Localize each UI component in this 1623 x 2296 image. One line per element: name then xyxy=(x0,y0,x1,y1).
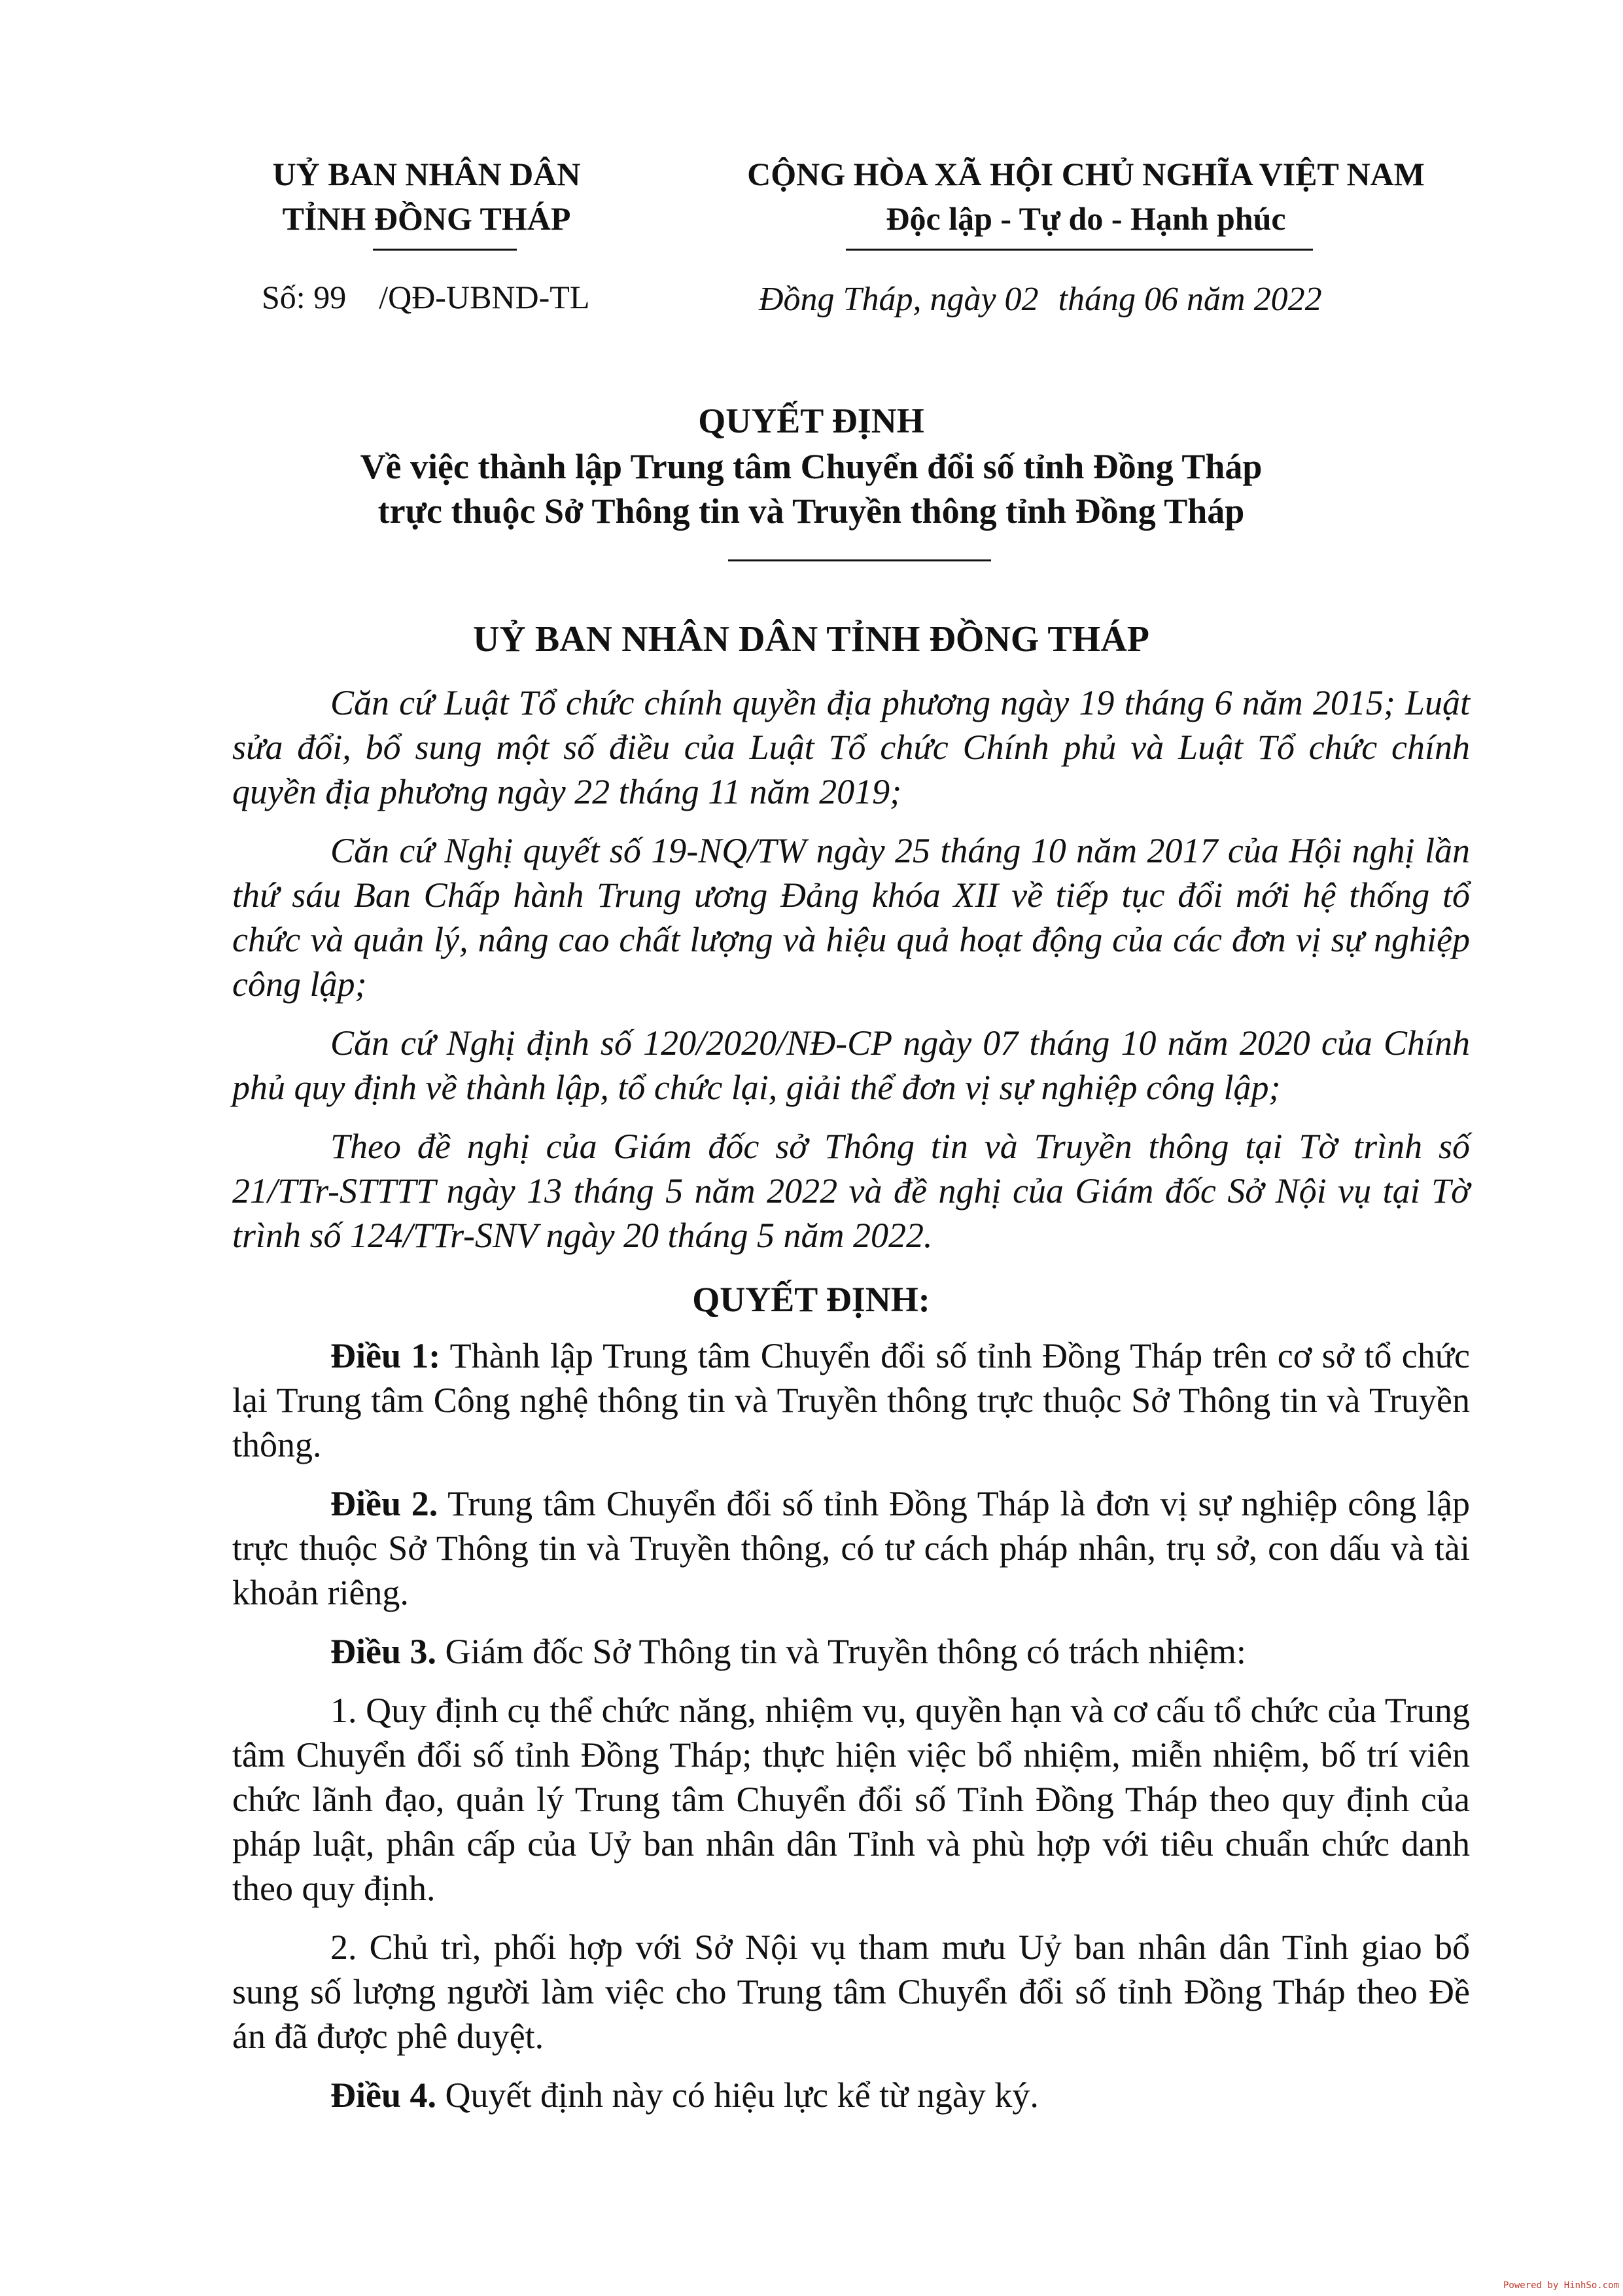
subject-line-2: trực thuộc Sở Thông tin và Truyền thông tỉnh Đồng Tháp xyxy=(377,491,1245,531)
preamble xyxy=(232,680,1470,1258)
nation-line-1: CỘNG HÒA XÃ HỘI CHỦ NGHĨA VIỆT NAM xyxy=(747,156,1425,192)
doc-number-suffix: /QĐ-UBND-TL xyxy=(379,279,590,315)
article-1 xyxy=(232,1333,1470,1467)
article-3-label: Điều 3. xyxy=(330,1632,436,1671)
watermark: Powered by HinhSo.com xyxy=(1503,2280,1619,2291)
doc-number-prefix: Số: 99 xyxy=(262,279,347,315)
agency-line-2: TỈNH ĐỒNG THÁP xyxy=(282,200,571,237)
preamble-paragraph: Theo đề nghị của Giám đốc sở Thông tin và Truyền thông tại Tờ trình số 21/TTr-STTTT ngày 13 tháng 5 năm 2022 và đề nghị của Giám đốc Sở Nội vụ tại Tờ trình số 124/TTr-SNV ngày 20 tháng 5 năm 2022. xyxy=(232,1127,1470,1255)
article-2 xyxy=(232,1481,1470,1615)
preamble-paragraph: Căn cứ Luật Tổ chức chính quyền địa phương ngày 19 tháng 6 năm 2015; Luật sửa đổi, bổ sung một số điều của Luật Tổ chức Chính phủ và Luật Tổ chức chính quyền địa phương ngày 22 tháng 11 năm 2019; xyxy=(232,683,1470,811)
nation-header xyxy=(680,152,1492,241)
agency-underline xyxy=(373,249,517,251)
issuer-heading: UỶ BAN NHÂN DÂN TỈNH ĐỒNG THÁP xyxy=(472,619,1149,660)
article-3-item-1: 1. Quy định cụ thể chức năng, nhiệm vụ, quyền hạn và cơ cấu tổ chức của Trung tâm Chuyển đổi số tỉnh Đồng Tháp; thực hiện việc bổ nhiệm, miễn nhiệm, bố trí viên chức lãnh đạo, quản lý Trung tâm Chuyển đổi số Tỉnh Đồng Tháp theo quy định của pháp luật, phân cấp của Uỷ ban nhân dân Tỉnh và phù hợp với tiêu chuẩn chức danh theo quy định. xyxy=(232,1691,1470,1908)
article-4 xyxy=(232,2073,1470,2117)
articles xyxy=(232,1333,1470,2117)
article-3-item-2: 2. Chủ trì, phối hợp với Sở Nội vụ tham mưu Uỷ ban nhân dân Tỉnh giao bổ sung số lượng người làm việc cho Trung tâm Chuyển đổi số tỉnh Đồng Tháp theo Đề án đã được phê duyệt. xyxy=(232,1928,1470,2056)
preamble-paragraph: Căn cứ Nghị định số 120/2020/NĐ-CP ngày 07 tháng 10 năm 2020 của Chính phủ quy định về thành lập, tổ chức lại, giải thể đơn vị sự nghiệp công lập; xyxy=(232,1023,1470,1107)
decision-title: QUYẾT ĐỊNH xyxy=(698,401,924,440)
date-part-1: Đồng Tháp, ngày 02 xyxy=(759,281,1039,318)
article-4-text: Quyết định này có hiệu lực kể từ ngày ký. xyxy=(436,2075,1039,2115)
article-4-label: Điều 4. xyxy=(330,2075,436,2115)
document-date xyxy=(759,280,1322,319)
motto-line: Độc lập - Tự do - Hạnh phúc xyxy=(886,200,1286,237)
title-underline xyxy=(728,559,991,561)
preamble-paragraph: Căn cứ Nghị quyết số 19-NQ/TW ngày 25 tháng 10 năm 2017 của Hội nghị lần thứ sáu Ban Chấp hành Trung ương Đảng khóa XII về tiếp tục đổi mới hệ thống tổ chức và quản lý, nâng cao chất lượng và hiệu quả hoạt động của các đơn vị sự nghiệp công lập; xyxy=(232,831,1470,1004)
date-part-2: tháng 06 năm 2022 xyxy=(1058,281,1322,318)
agency-line-1: UỶ BAN NHÂN DÂN xyxy=(272,156,581,192)
motto-underline xyxy=(846,249,1313,251)
decision-heading: QUYẾT ĐỊNH: xyxy=(692,1280,930,1319)
subject-line-1: Về việc thành lập Trung tâm Chuyển đổi số tỉnh Đồng Tháp xyxy=(360,447,1263,486)
article-3 xyxy=(232,1629,1470,1674)
agency-header xyxy=(237,152,616,241)
article-3-text: Giám đốc Sở Thông tin và Truyền thông có trách nhiệm: xyxy=(436,1632,1246,1671)
article-1-text: Thành lập Trung tâm Chuyển đổi số tỉnh Đồng Tháp trên cơ sở tổ chức lại Trung tâm Công nghệ thông tin và Truyền thông trực thuộc Sở Thông tin và Truyền thông. xyxy=(232,1336,1470,1464)
article-1-label: Điều 1: xyxy=(330,1336,441,1375)
document-number xyxy=(262,278,589,316)
article-2-label: Điều 2. xyxy=(330,1484,438,1523)
article-2-text: Trung tâm Chuyển đổi số tỉnh Đồng Tháp là đơn vị sự nghiệp công lập trực thuộc Sở Thông tin và Truyền thông, có tư cách pháp nhân, trụ sở, con dấu và tài khoản riêng. xyxy=(232,1484,1470,1612)
